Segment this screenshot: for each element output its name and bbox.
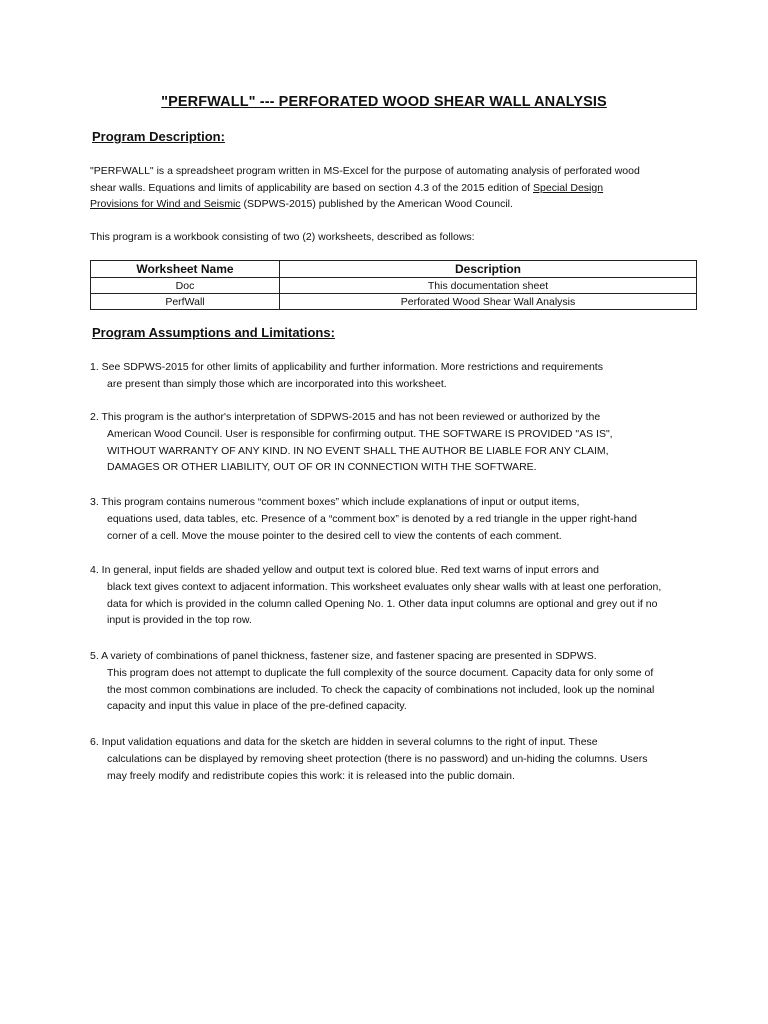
assumption-item-1: [90, 359, 700, 393]
table-cell: Doc: [91, 278, 280, 294]
table-cell: PerfWall: [91, 294, 280, 310]
header-description: Description: [280, 261, 697, 278]
program-description-paragraph: [90, 163, 650, 213]
assumptions-heading: Program Assumptions and Limitations:: [92, 325, 335, 340]
assumption-lead: 2. This program is the author's interpretation of SDPWS-2015 and has not been reviewed or authorized by the: [90, 411, 601, 423]
assumption-item-3: [90, 494, 667, 544]
table-row: [91, 278, 697, 294]
page-title: "PERFWALL" --- PERFORATED WOOD SHEAR WALL ANALYSIS: [161, 94, 607, 110]
assumption-item-5: [90, 648, 668, 715]
assumption-lead: 3. This program contains numerous “comment boxes” which include explanations of input or output items,: [90, 496, 580, 508]
assumption-lead: 4. In general, input fields are shaded yellow and output text is colored blue. Red text warns of input errors and: [90, 564, 599, 576]
program-description-heading: Program Description:: [92, 129, 225, 144]
table-cell: This documentation sheet: [280, 278, 697, 294]
assumption-item-4: [90, 562, 668, 629]
worksheet-table: [90, 260, 697, 310]
table-cell: Perforated Wood Shear Wall Analysis: [280, 294, 697, 310]
assumption-item-2: [90, 409, 662, 476]
assumption-lead: 6. Input validation equations and data for the sketch are hidden in several columns to the right of input. These: [90, 736, 598, 748]
sdpws-title-link: Special Design Provisions for Wind and Seismic: [90, 181, 604, 210]
workbook-intro-paragraph: This program is a workbook consisting of two (2) worksheets, described as follows:: [90, 231, 475, 243]
description-text-part1: "PERFWALL" is a spreadsheet program written in MS-Excel for the purpose of automating analysis of perforated wood shear walls. Equations and limits of applicability are based on section 4.3 of the 2015 edition of: [90, 165, 640, 194]
assumption-rest: equations used, data tables, etc. Presence of a “comment box” is denoted by a red triangle in the upper right-hand corner of a cell. Move the mouse pointer to the desired cell to view the contents of each comment.: [107, 512, 637, 542]
header-worksheet-name: Worksheet Name: [91, 261, 280, 278]
assumption-rest: black text gives context to adjacent information. This worksheet evaluates only shear walls with at least one perforation, data for which is provided in the column called Opening No. 1. Other data input columns are optional and grey out if no input is provided in the top row.: [107, 580, 662, 627]
table-header-row: [91, 261, 697, 278]
assumption-lead: 5. A variety of combinations of panel thickness, fastener size, and fastener spacing are presented in SDPWS.: [90, 650, 597, 662]
description-text-part2: (SDPWS-2015) published by the American Wood Council.: [240, 198, 513, 210]
assumption-rest: This program does not attempt to duplicate the full complexity of the source document. Capacity data for only some of the most common combinations are included. To check the capacity of combinations not included, look up the nominal capacity and input this value in place of the pre-defined capacity.: [107, 666, 655, 713]
assumption-lead: 1. See SDPWS-2015 for other limits of applicability and further information. More restrictions and requirements: [90, 361, 603, 373]
table-row: [91, 294, 697, 310]
assumption-rest: American Wood Council. User is responsible for confirming output. THE SOFTWARE IS PROVIDED "AS IS", WITHOUT WARRANTY OF ANY KIND. IN NO EVENT SHALL THE AUTHOR BE LIABLE FOR ANY CLAIM, DAMAGES OR OTHER LIABILITY, OUT OF OR IN CONNECTION WITH THE SOFTWARE.: [107, 427, 613, 474]
assumption-rest: are present than simply those which are incorporated into this worksheet.: [107, 377, 447, 390]
assumption-item-6: [90, 734, 665, 784]
assumption-rest: calculations can be displayed by removing sheet protection (there is no password) and un-hiding the columns. Users may freely modify and redistribute copies this work: it is released into the public domain.: [107, 752, 648, 782]
